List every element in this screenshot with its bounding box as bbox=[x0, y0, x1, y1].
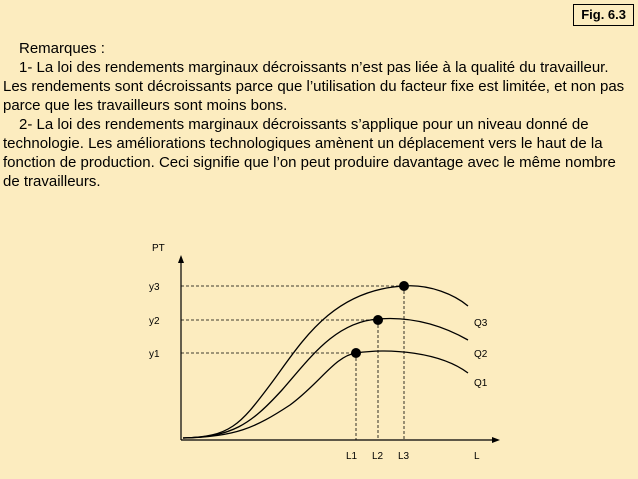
point-l1-y1 bbox=[351, 348, 361, 358]
y-axis-label: PT bbox=[152, 243, 165, 254]
curve-q3 bbox=[183, 286, 468, 438]
y-label-y1: y1 bbox=[149, 349, 160, 360]
curve-label-q2: Q2 bbox=[474, 349, 488, 360]
guide-lines bbox=[181, 286, 404, 440]
curve-q2 bbox=[183, 319, 468, 438]
y-label-y3: y3 bbox=[149, 282, 160, 293]
x-label-l1: L1 bbox=[346, 451, 358, 462]
x-label-l2: L2 bbox=[372, 451, 384, 462]
figure-label: Fig. 6.3 bbox=[573, 4, 634, 26]
point-l3-y3 bbox=[399, 281, 409, 291]
y-axis-arrow bbox=[178, 255, 184, 263]
remark-1-first-line: 1- La loi des rendements marginaux décroissants n’est pas liée à la bbox=[19, 59, 467, 76]
remark-1-rest: qualité du travailleur. Les rendements sont décroissants parce que l’utilisation du facteur fixe est limitée, et non pas parce que les travailleurs sont moins bons. bbox=[3, 59, 625, 114]
x-label-l3: L3 bbox=[398, 451, 410, 462]
curve-q1 bbox=[183, 351, 468, 438]
x-axis-label: L bbox=[474, 451, 480, 462]
remarks-heading: Remarques : bbox=[19, 40, 105, 57]
point-l2-y2 bbox=[373, 315, 383, 325]
remark-2-rest: niveau donné de technologie. Les améliorations technologiques amènent un déplacement vers le haut de la fonction de production. Ceci signifie que l’on peut produire davantage avec le même nombre de travailleurs. bbox=[3, 116, 616, 190]
curve-label-q3: Q3 bbox=[474, 318, 488, 329]
remark-2-first-line: 2- La loi des rendements marginaux décroissants s’applique pour un bbox=[19, 116, 474, 133]
curve-label-q1: Q1 bbox=[474, 378, 488, 389]
y-label-y2: y2 bbox=[149, 316, 160, 327]
x-axis-arrow bbox=[492, 437, 500, 443]
